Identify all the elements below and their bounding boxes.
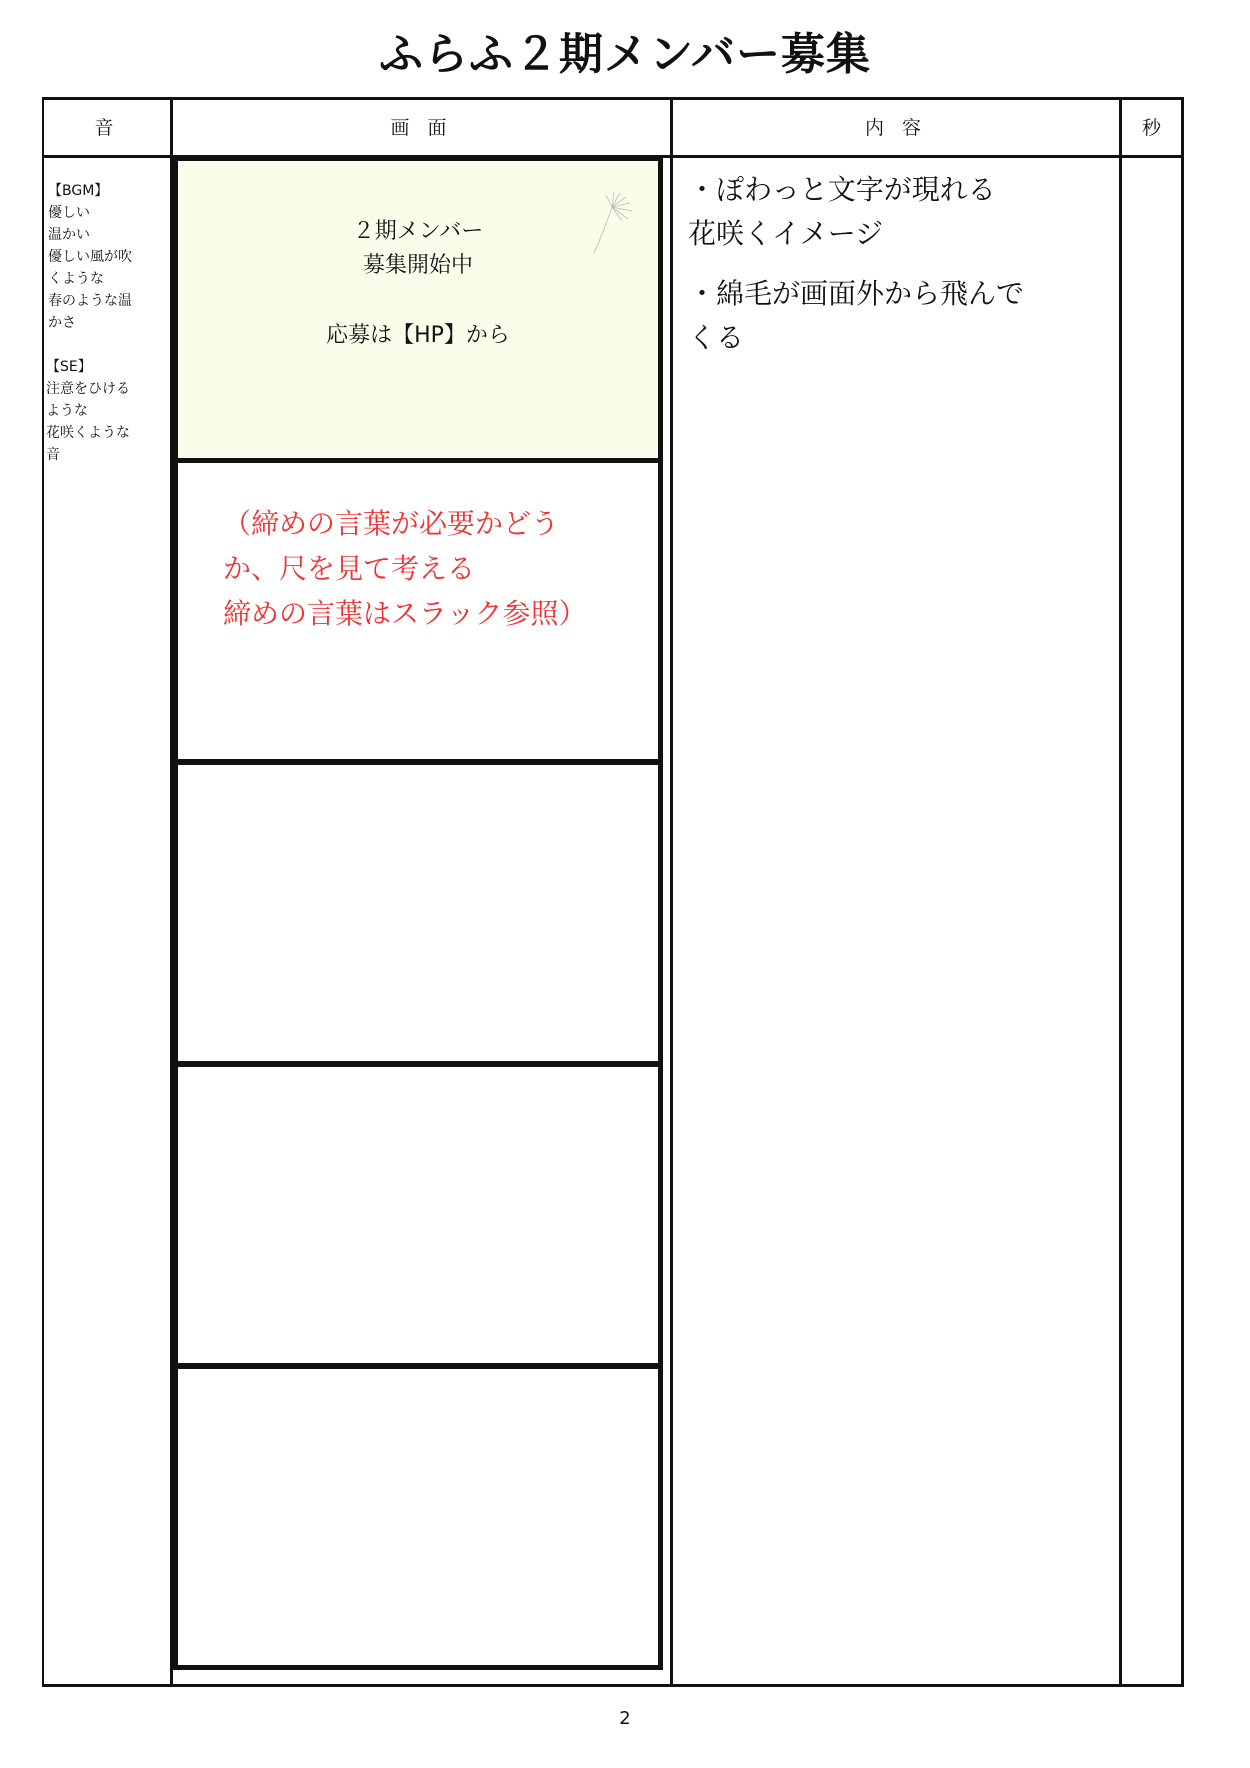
content-item-2: ・綿毛が画面外から飛んで くる xyxy=(688,277,1025,354)
table-right-border xyxy=(1181,97,1184,1687)
content-column-divider xyxy=(1119,97,1122,1687)
header-screen: 画 面 xyxy=(390,117,453,139)
se-notes: 【SE】 注意をひける ような 花咲くような 音 xyxy=(46,359,130,463)
frame-1-main-text: ２期メンバー 募集開始中 xyxy=(352,219,484,278)
header-seconds: 秒 xyxy=(1141,117,1161,139)
content-notes xyxy=(688,168,1108,376)
page-title: ふらふ２期メンバー募集 xyxy=(379,29,871,80)
sound-notes xyxy=(48,180,166,466)
content-item-1: ・ぽわっと文字が現れる 花咲くイメージ xyxy=(688,173,996,250)
storyboard-frame-3 xyxy=(173,760,663,1066)
storyboard-frame-1 xyxy=(173,158,663,467)
bgm-notes: 【BGM】 優しい 温かい 優しい風が吹 くような 春のような温 かさ xyxy=(48,183,132,331)
page-number: 2 xyxy=(619,1708,631,1729)
storyboard-frame-5 xyxy=(173,1364,663,1670)
storyboard-frame-2 xyxy=(173,458,663,764)
table-bottom-border xyxy=(42,1684,1184,1687)
frame-1-sub-text: 応募は【HP】から xyxy=(326,323,510,348)
storyboard-frame-4 xyxy=(173,1062,663,1368)
screen-column-divider xyxy=(670,97,673,1687)
frame-2-note: （締めの言葉が必要かどう か、尺を見て考える 締めの言葉はスラック参照） xyxy=(223,507,587,630)
dandelion-seed-icon xyxy=(578,191,638,261)
header-sound: 音 xyxy=(94,117,120,139)
header-content: 内 容 xyxy=(864,117,928,139)
table-left-border xyxy=(42,97,44,1687)
